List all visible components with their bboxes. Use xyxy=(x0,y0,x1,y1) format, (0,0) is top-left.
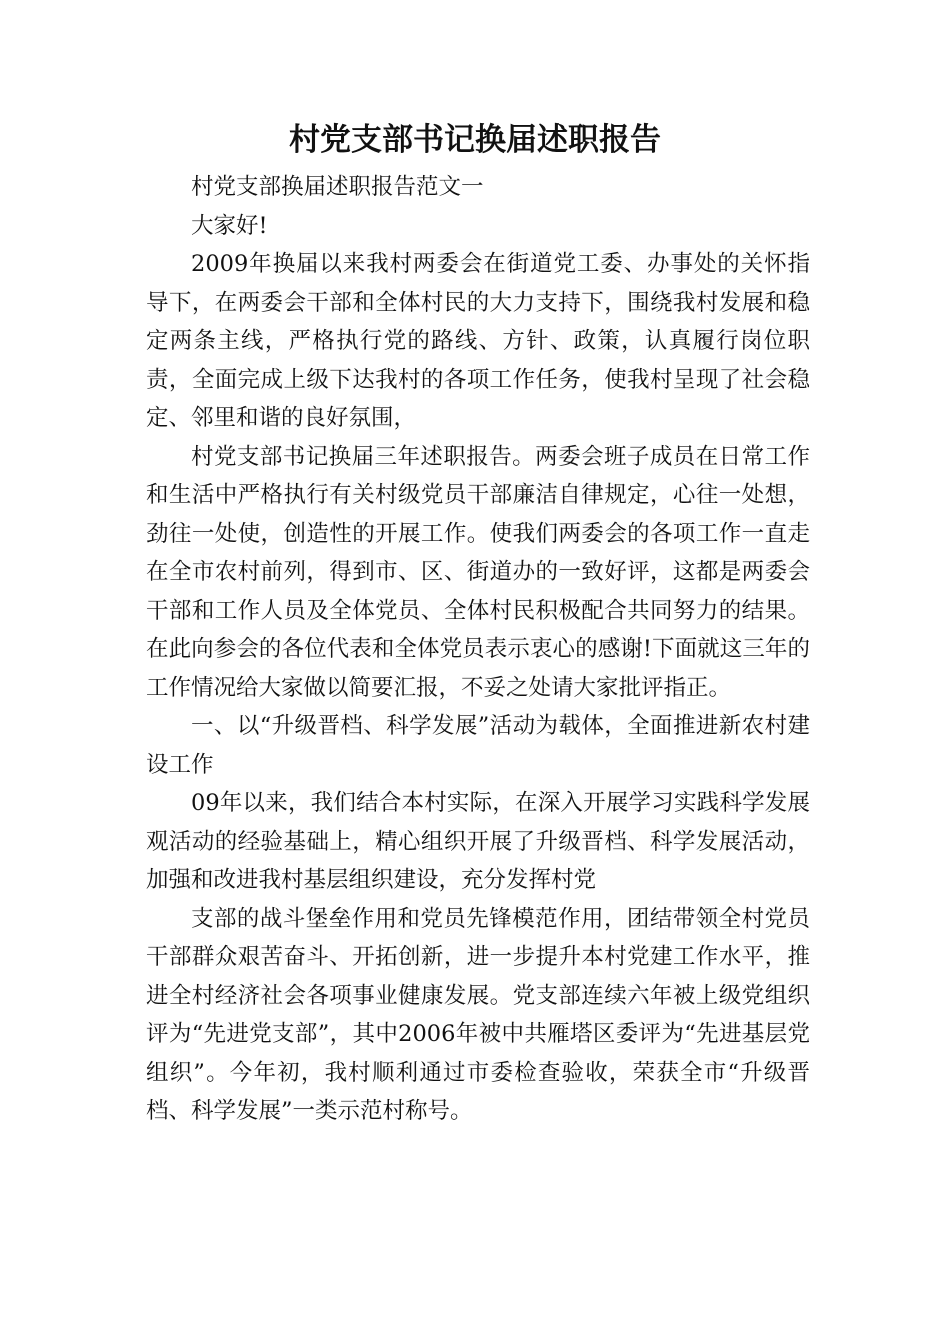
section-heading: 一、以“升级晋档、科学发展”活动为载体，全面推进新农村建设工作 xyxy=(146,713,810,778)
paragraph: 09年以来，我们结合本村实际，在深入开展学习实践科学发展观活动的经验基础上，精心组织开展了升级晋档、科学发展活动，加强和改进我村基层组织建设，充分发挥村党 xyxy=(146,790,810,893)
paragraph-greeting: 大家好! xyxy=(191,212,268,239)
paragraph: 村党支部书记换届三年述职报告。两委会班子成员在日常工作和生活中严格执行有关村级党员干部廉洁自律规定，心往一处想，劲往一处使，创造性的开展工作。使我们两委会的各项工作一直走在全市农村前列，得到市、区、街道办的一致好评，这都是两委会干部和工作人员及全体党员、全体村民积极配合共同努力的结果。在此向参会的各位代表和全体党员表示衷心的感谢!下面就这三年的工作情况给大家做以简要汇报，不妥之处请大家批评指正。 xyxy=(146,443,810,701)
document-title: 村党支部书记换届述职报告 xyxy=(289,122,661,158)
paragraph-subtitle: 村党支部换届述职报告范文一 xyxy=(191,174,484,200)
paragraph: 2009年换届以来我村两委会在街道党工委、办事处的关怀指导下，在两委会干部和全体村民的大力支持下，围绕我村发展和稳定两条主线，严格执行党的路线、方针、政策，认真履行岗位职责，全面完成上级下达我村的各项工作任务，使我村呈现了社会稳定、邻里和谐的良好氛围， xyxy=(146,251,810,431)
paragraph: 支部的战斗堡垒作用和党员先锋模范作用，团结带领全村党员干部群众艰苦奋斗、开拓创新，进一步提升本村党建工作水平，推进全村经济社会各项事业健康发展。党支部连续六年被上级党组织评为“先进党支部”，其中2006年被中共雁塔区委评为“先进基层党组织”。今年初，我村顺利通过市委检查验收，荣获全市“升级晋档、科学发展”一类示范村称号。 xyxy=(146,905,810,1124)
document-body xyxy=(146,168,810,1131)
